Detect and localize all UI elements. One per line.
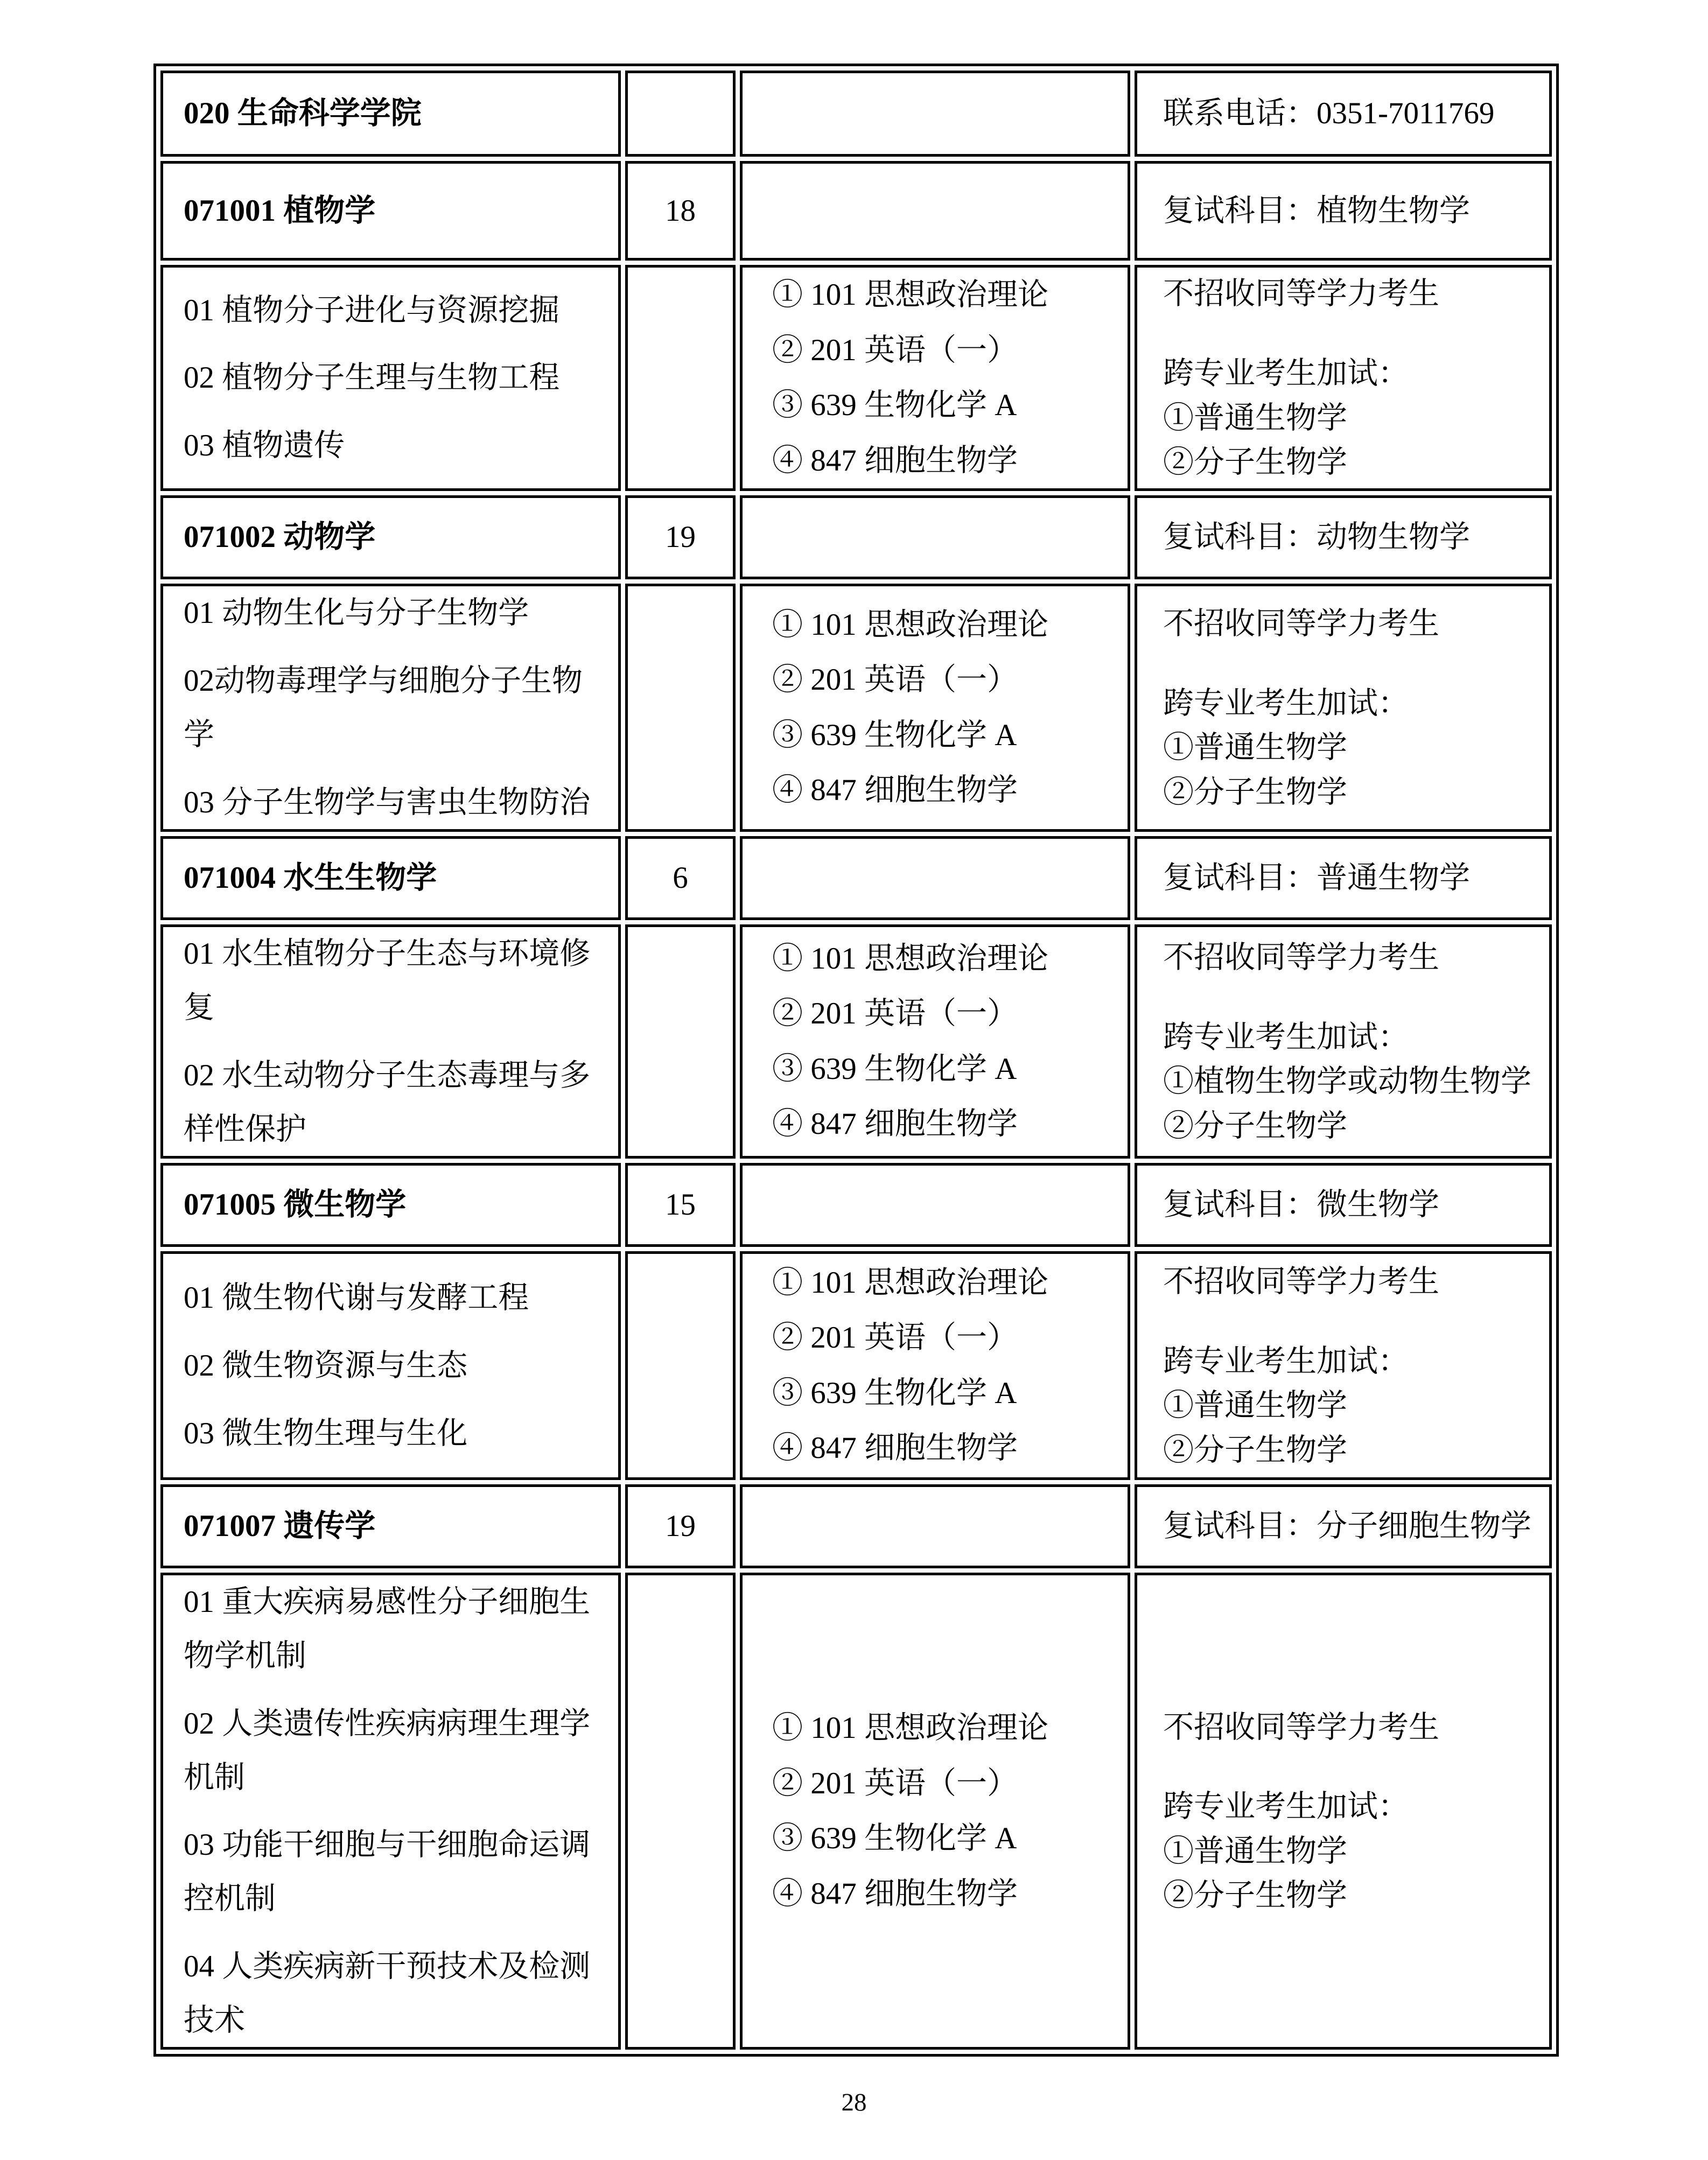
direction-item: 03 植物遗传 xyxy=(184,429,345,463)
retest-cell: 复试科目：微生物学 xyxy=(1135,1163,1552,1247)
directions-cell xyxy=(160,265,621,491)
directions-cell xyxy=(160,1573,621,2050)
direction-item: 04 人类疾病新干预技术及检测技术 xyxy=(184,1949,591,2037)
detail-row-071002 xyxy=(160,584,1552,832)
remark-item: ②分子生物学 xyxy=(1163,775,1347,809)
remark-item: ①普通生物学 xyxy=(1163,1834,1347,1868)
unit-name-cell: 020 生命科学学院 xyxy=(160,71,621,157)
direction-item: 01 动物生化与分子生物学 xyxy=(184,596,529,630)
program-row-071004 xyxy=(160,836,1552,920)
remark-item: ②分子生物学 xyxy=(1163,445,1347,480)
subject-item: ④ 847 细胞生物学 xyxy=(772,1431,1018,1465)
direction-item: 01 重大疾病易感性分子细胞生物学机制 xyxy=(184,1585,591,1673)
remark-item: ②分子生物学 xyxy=(1163,1433,1347,1467)
directions-cell xyxy=(160,584,621,832)
subject-item: ① 101 思想政治理论 xyxy=(772,1265,1048,1300)
empty-cell xyxy=(740,495,1130,579)
remark-cell xyxy=(1135,584,1552,832)
remark-item: ①植物生物学或动物生物学 xyxy=(1163,1064,1531,1099)
detail-row-071005 xyxy=(160,1251,1552,1480)
unit-contact-cell: 联系电话：0351-7011769 xyxy=(1135,71,1552,157)
remark-item: ②分子生物学 xyxy=(1163,1109,1347,1143)
subject-item: ③ 639 生物化学 A xyxy=(772,1821,1017,1856)
quota-cell: 18 xyxy=(625,161,736,261)
program-row-071005 xyxy=(160,1163,1552,1247)
subject-item: ① 101 思想政治理论 xyxy=(772,278,1048,312)
retest-cell: 复试科目：普通生物学 xyxy=(1135,836,1552,920)
subject-item: ② 201 英语（一） xyxy=(772,997,1018,1031)
remark-line: 跨专业考生加试： xyxy=(1163,686,1409,720)
direction-item: 01 微生物代谢与发酵工程 xyxy=(184,1281,529,1315)
subject-item: ① 101 思想政治理论 xyxy=(772,1711,1048,1745)
remark-line: 不招收同等学力考生 xyxy=(1163,607,1439,641)
empty-cell xyxy=(740,1484,1130,1568)
program-title-cell: 071005 微生物学 xyxy=(160,1163,621,1247)
program-row-071007 xyxy=(160,1484,1552,1568)
subject-item: ③ 639 生物化学 A xyxy=(772,388,1017,423)
remark-line: 不招收同等学力考生 xyxy=(1163,1710,1439,1744)
empty-cell xyxy=(625,265,736,491)
subjects-cell xyxy=(740,584,1130,832)
directions-cell xyxy=(160,924,621,1159)
program-title-cell: 071001 植物学 xyxy=(160,161,621,261)
page-number: 28 xyxy=(841,2088,867,2116)
program-title-cell: 071004 水生生物学 xyxy=(160,836,621,920)
retest-cell: 复试科目：动物生物学 xyxy=(1135,495,1552,579)
remark-line: 跨专业考生加试： xyxy=(1163,356,1409,390)
quota-cell: 19 xyxy=(625,495,736,579)
subject-item: ③ 639 生物化学 A xyxy=(772,1376,1017,1410)
direction-item: 02 微生物资源与生态 xyxy=(184,1349,468,1383)
program-title-cell: 071007 遗传学 xyxy=(160,1484,621,1568)
direction-item: 03 功能干细胞与干细胞命运调控机制 xyxy=(184,1828,591,1916)
subjects-cell xyxy=(740,1251,1130,1480)
subject-item: ④ 847 细胞生物学 xyxy=(772,443,1018,478)
remark-cell xyxy=(1135,265,1552,491)
remark-line: 不招收同等学力考生 xyxy=(1163,277,1439,311)
empty-cell xyxy=(625,71,736,157)
remark-line: 跨专业考生加试： xyxy=(1163,1020,1409,1054)
unit-row xyxy=(160,71,1552,157)
direction-item: 02动物毒理学与细胞分子生物学 xyxy=(184,664,583,752)
remark-item: ①普通生物学 xyxy=(1163,731,1347,765)
remark-item: ①普通生物学 xyxy=(1163,401,1347,435)
subject-item: ① 101 思想政治理论 xyxy=(772,607,1048,642)
direction-item: 02 植物分子生理与生物工程 xyxy=(184,361,560,395)
empty-cell xyxy=(740,1163,1130,1247)
subject-item: ④ 847 细胞生物学 xyxy=(772,773,1018,808)
retest-cell: 复试科目：分子细胞生物学 xyxy=(1135,1484,1552,1568)
remark-item: ①普通生物学 xyxy=(1163,1388,1347,1423)
subject-item: ③ 639 生物化学 A xyxy=(772,718,1017,752)
remark-item: ②分子生物学 xyxy=(1163,1878,1347,1913)
remark-line: 跨专业考生加试： xyxy=(1163,1344,1409,1378)
direction-item: 01 植物分子进化与资源挖掘 xyxy=(184,293,560,327)
quota-cell: 6 xyxy=(625,836,736,920)
empty-cell xyxy=(625,1573,736,2050)
remark-cell xyxy=(1135,1251,1552,1480)
empty-cell xyxy=(740,71,1130,157)
remark-line: 跨专业考生加试： xyxy=(1163,1790,1409,1824)
subject-item: ② 201 英语（一） xyxy=(772,1321,1018,1355)
detail-row-071001 xyxy=(160,265,1552,491)
admissions-table xyxy=(153,64,1559,2057)
subject-item: ④ 847 细胞生物学 xyxy=(772,1876,1018,1911)
retest-cell: 复试科目：植物生物学 xyxy=(1135,161,1552,261)
empty-cell xyxy=(740,836,1130,920)
subject-item: ③ 639 生物化学 A xyxy=(772,1051,1017,1086)
direction-item: 02 人类遗传性疾病病理生理学机制 xyxy=(184,1706,591,1794)
program-row-071002 xyxy=(160,495,1552,579)
subjects-cell xyxy=(740,924,1130,1159)
remark-cell xyxy=(1135,1573,1552,2050)
empty-cell xyxy=(740,161,1130,261)
subjects-cell xyxy=(740,1573,1130,2050)
remark-cell xyxy=(1135,924,1552,1159)
remark-line: 不招收同等学力考生 xyxy=(1163,941,1439,975)
direction-item: 02 水生动物分子生态毒理与多样性保护 xyxy=(184,1058,591,1146)
directions-cell xyxy=(160,1251,621,1480)
direction-item: 03 微生物生理与生化 xyxy=(184,1416,468,1450)
direction-item: 01 水生植物分子生态与环境修复 xyxy=(184,937,591,1025)
empty-cell xyxy=(625,924,736,1159)
subject-item: ② 201 英语（一） xyxy=(772,1766,1018,1800)
detail-row-071007 xyxy=(160,1573,1552,2050)
empty-cell xyxy=(625,584,736,832)
quota-cell: 19 xyxy=(625,1484,736,1568)
empty-cell xyxy=(625,1251,736,1480)
direction-item: 03 分子生物学与害虫生物防治 xyxy=(184,785,591,819)
quota-cell: 15 xyxy=(625,1163,736,1247)
remark-line: 不招收同等学力考生 xyxy=(1163,1265,1439,1299)
subject-item: ① 101 思想政治理论 xyxy=(772,941,1048,976)
subjects-cell xyxy=(740,265,1130,491)
subject-item: ② 201 英语（一） xyxy=(772,333,1018,367)
program-title-cell: 071002 动物学 xyxy=(160,495,621,579)
subject-item: ② 201 英语（一） xyxy=(772,663,1018,697)
subject-item: ④ 847 细胞生物学 xyxy=(772,1107,1018,1141)
detail-row-071004 xyxy=(160,924,1552,1159)
program-row-071001 xyxy=(160,161,1552,261)
